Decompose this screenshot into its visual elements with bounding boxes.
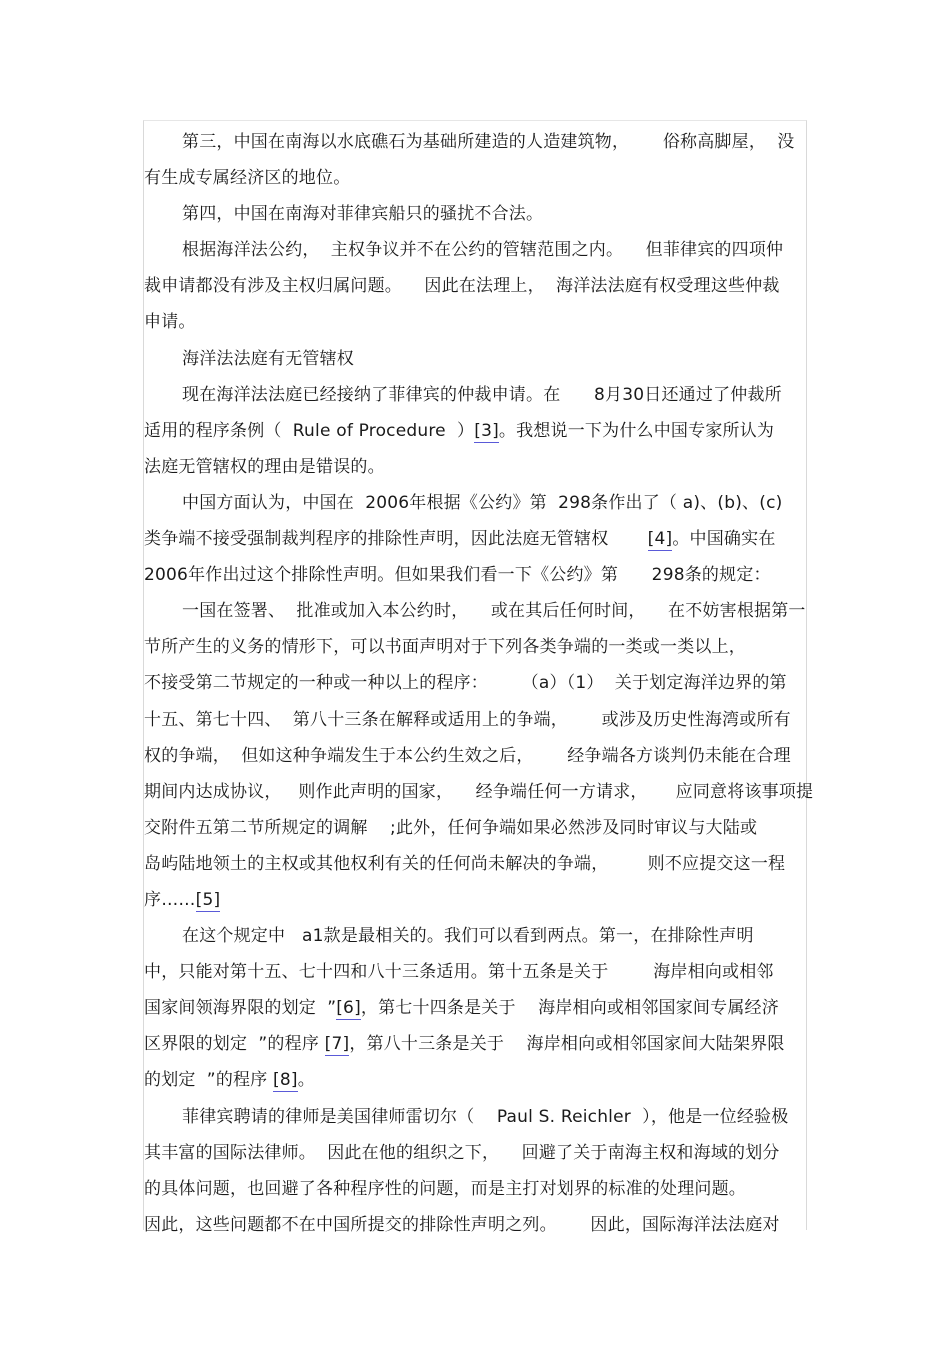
text-line <box>144 485 804 521</box>
text-line <box>144 1099 804 1135</box>
text-run: ，第八十三条是关于 海岸相向或相邻国家间大陆架界限 <box>349 1034 785 1055</box>
text-line <box>144 377 804 413</box>
text-run: 因此，这些问题都不在中国所提交的排除性声明之列。 因此，国际海洋法法庭对 <box>144 1214 780 1235</box>
text-run: 2006年作出过这个排除性声明。但如果我们看一下《公约》第 298条的规定： <box>144 565 771 586</box>
text-line <box>144 1207 804 1243</box>
text-line <box>144 341 804 377</box>
text-line <box>144 521 804 557</box>
text-run: 十五、第七十四、 第八十三条在解释或适用上的争端， 或涉及历史性海湾或所有 <box>144 709 791 730</box>
text-run: 期间内达成协议， 则作此声明的国家， 经争端任何一方请求， 应同意将该事项提 <box>144 781 814 802</box>
text-run: 。 <box>297 1070 315 1091</box>
text-run: 根据海洋法公约， 主权争议并不在公约的管辖范围之内。 但菲律宾的四项仲 <box>182 240 784 261</box>
footnote-link[interactable]: [4] <box>647 529 673 550</box>
text-run: 序…… <box>144 889 196 910</box>
text-line <box>144 413 804 449</box>
footnote-link[interactable]: [3] <box>474 420 499 441</box>
text-line <box>144 196 804 232</box>
text-run: 岛屿陆地领土的主权或其他权利有关的任何尚未解决的争端， 则不应提交这一程 <box>144 853 786 874</box>
text-line <box>144 629 804 665</box>
text-run: 节所产生的义务的情形下，可以书面声明对于下列各类争端的一类或一类以上， <box>144 637 746 658</box>
text-run: 区界限的划定 ”的程序 <box>144 1034 325 1055</box>
text-run: 第三，中国在南海以水底礁石为基础所建造的人造建筑物， 俗称高脚屋， 没 <box>182 132 795 152</box>
text-run: 不接受第二节规定的一种或一种以上的程序： （a）（1） 关于划定海洋边界的第 <box>144 673 787 694</box>
footnote-link[interactable]: [5] <box>195 889 221 910</box>
text-line <box>144 954 804 990</box>
text-run: 有生成专属经济区的地位。 <box>144 168 351 189</box>
text-line <box>144 846 804 882</box>
text-line <box>144 810 804 846</box>
text-run: 国家间领海界限的划定 ” <box>144 998 337 1019</box>
text-line <box>144 557 804 593</box>
text-line <box>144 1062 804 1098</box>
text-run: 交附件五第二节所规定的调解 ;此外，任何争端如果必然涉及同时审议与大陆或 <box>144 817 758 838</box>
text-line <box>144 1171 804 1207</box>
text-run: 的具体问题，也回避了各种程序性的问题，而是主打对划界的标准的处理问题。 <box>144 1178 746 1199</box>
text-run: 权的争端， 但如这种争端发生于本公约生效之后， 经争端各方谈判仍未能在合理 <box>144 745 791 766</box>
text-run: 海洋法法庭有无管辖权 <box>182 348 354 369</box>
text-run: 其丰富的国际法律师。 因此在他的组织之下， 回避了关于南海主权和海域的划分 <box>144 1142 780 1163</box>
text-line <box>144 1135 804 1171</box>
text-run: 类争端不接受强制裁判程序的排除性声明，因此法庭无管辖权 <box>144 529 648 550</box>
text-run: 中，只能对第十五、七十四和八十三条适用。第十五条是关于 海岸相向或相邻 <box>144 962 774 983</box>
text-line <box>144 124 804 160</box>
text-line <box>144 593 804 629</box>
text-run: 申请。 <box>144 312 196 333</box>
text-line <box>144 449 804 485</box>
text-run: 的划定 ”的程序 <box>144 1070 274 1091</box>
text-line <box>144 232 804 268</box>
text-run: 一国在签署、 批准或加入本公约时， 或在其后任何时间， 在不妨害根据第一 <box>182 601 806 622</box>
text-line <box>144 774 814 810</box>
text-line <box>144 160 804 196</box>
text-run: 现在海洋法法庭已经接纳了菲律宾的仲裁申请。在 8月30日还通过了仲裁所 <box>182 384 782 405</box>
footnote-link[interactable]: [7] <box>324 1034 350 1055</box>
text-line <box>144 882 804 918</box>
text-run: 。中国确实在 <box>672 529 776 550</box>
text-run: 在这个规定中 a1款是最相关的。我们可以看到两点。第一，在排除性声明 <box>182 926 754 947</box>
text-line <box>144 918 804 954</box>
document-body <box>144 124 814 1243</box>
text-run: 法庭无管辖权的理由是错误的。 <box>144 456 385 477</box>
footnote-link[interactable]: [8] <box>273 1070 298 1091</box>
text-line <box>144 738 804 774</box>
text-run: 菲律宾聘请的律师是美国律师雷切尔（ Paul S. Reichler ），他是一位经验极 <box>182 1106 789 1127</box>
text-run: 中国方面认为，中国在 2006年根据《公约》第 298条作出了（ a)、(b)、(c) <box>182 492 783 513</box>
text-line <box>144 702 804 738</box>
text-line <box>144 665 804 701</box>
footnote-link[interactable]: [6] <box>336 998 361 1019</box>
text-line <box>144 268 804 304</box>
text-line <box>144 990 804 1026</box>
text-run: 第四，中国在南海对菲律宾船只的骚扰不合法。 <box>182 204 544 225</box>
text-run: 适用的程序条例（ Rule of Procedure ） <box>144 420 475 441</box>
text-run: 。我想说一下为什么中国专家所认为 <box>498 420 775 441</box>
text-run: ，第七十四条是关于 海岸相向或相邻国家间专属经济 <box>360 998 779 1019</box>
text-run: 裁申请都没有涉及主权归属问题。 因此在法理上， 海洋法法庭有权受理这些仲裁 <box>144 276 780 297</box>
text-line <box>144 1026 804 1062</box>
text-line <box>144 304 804 340</box>
